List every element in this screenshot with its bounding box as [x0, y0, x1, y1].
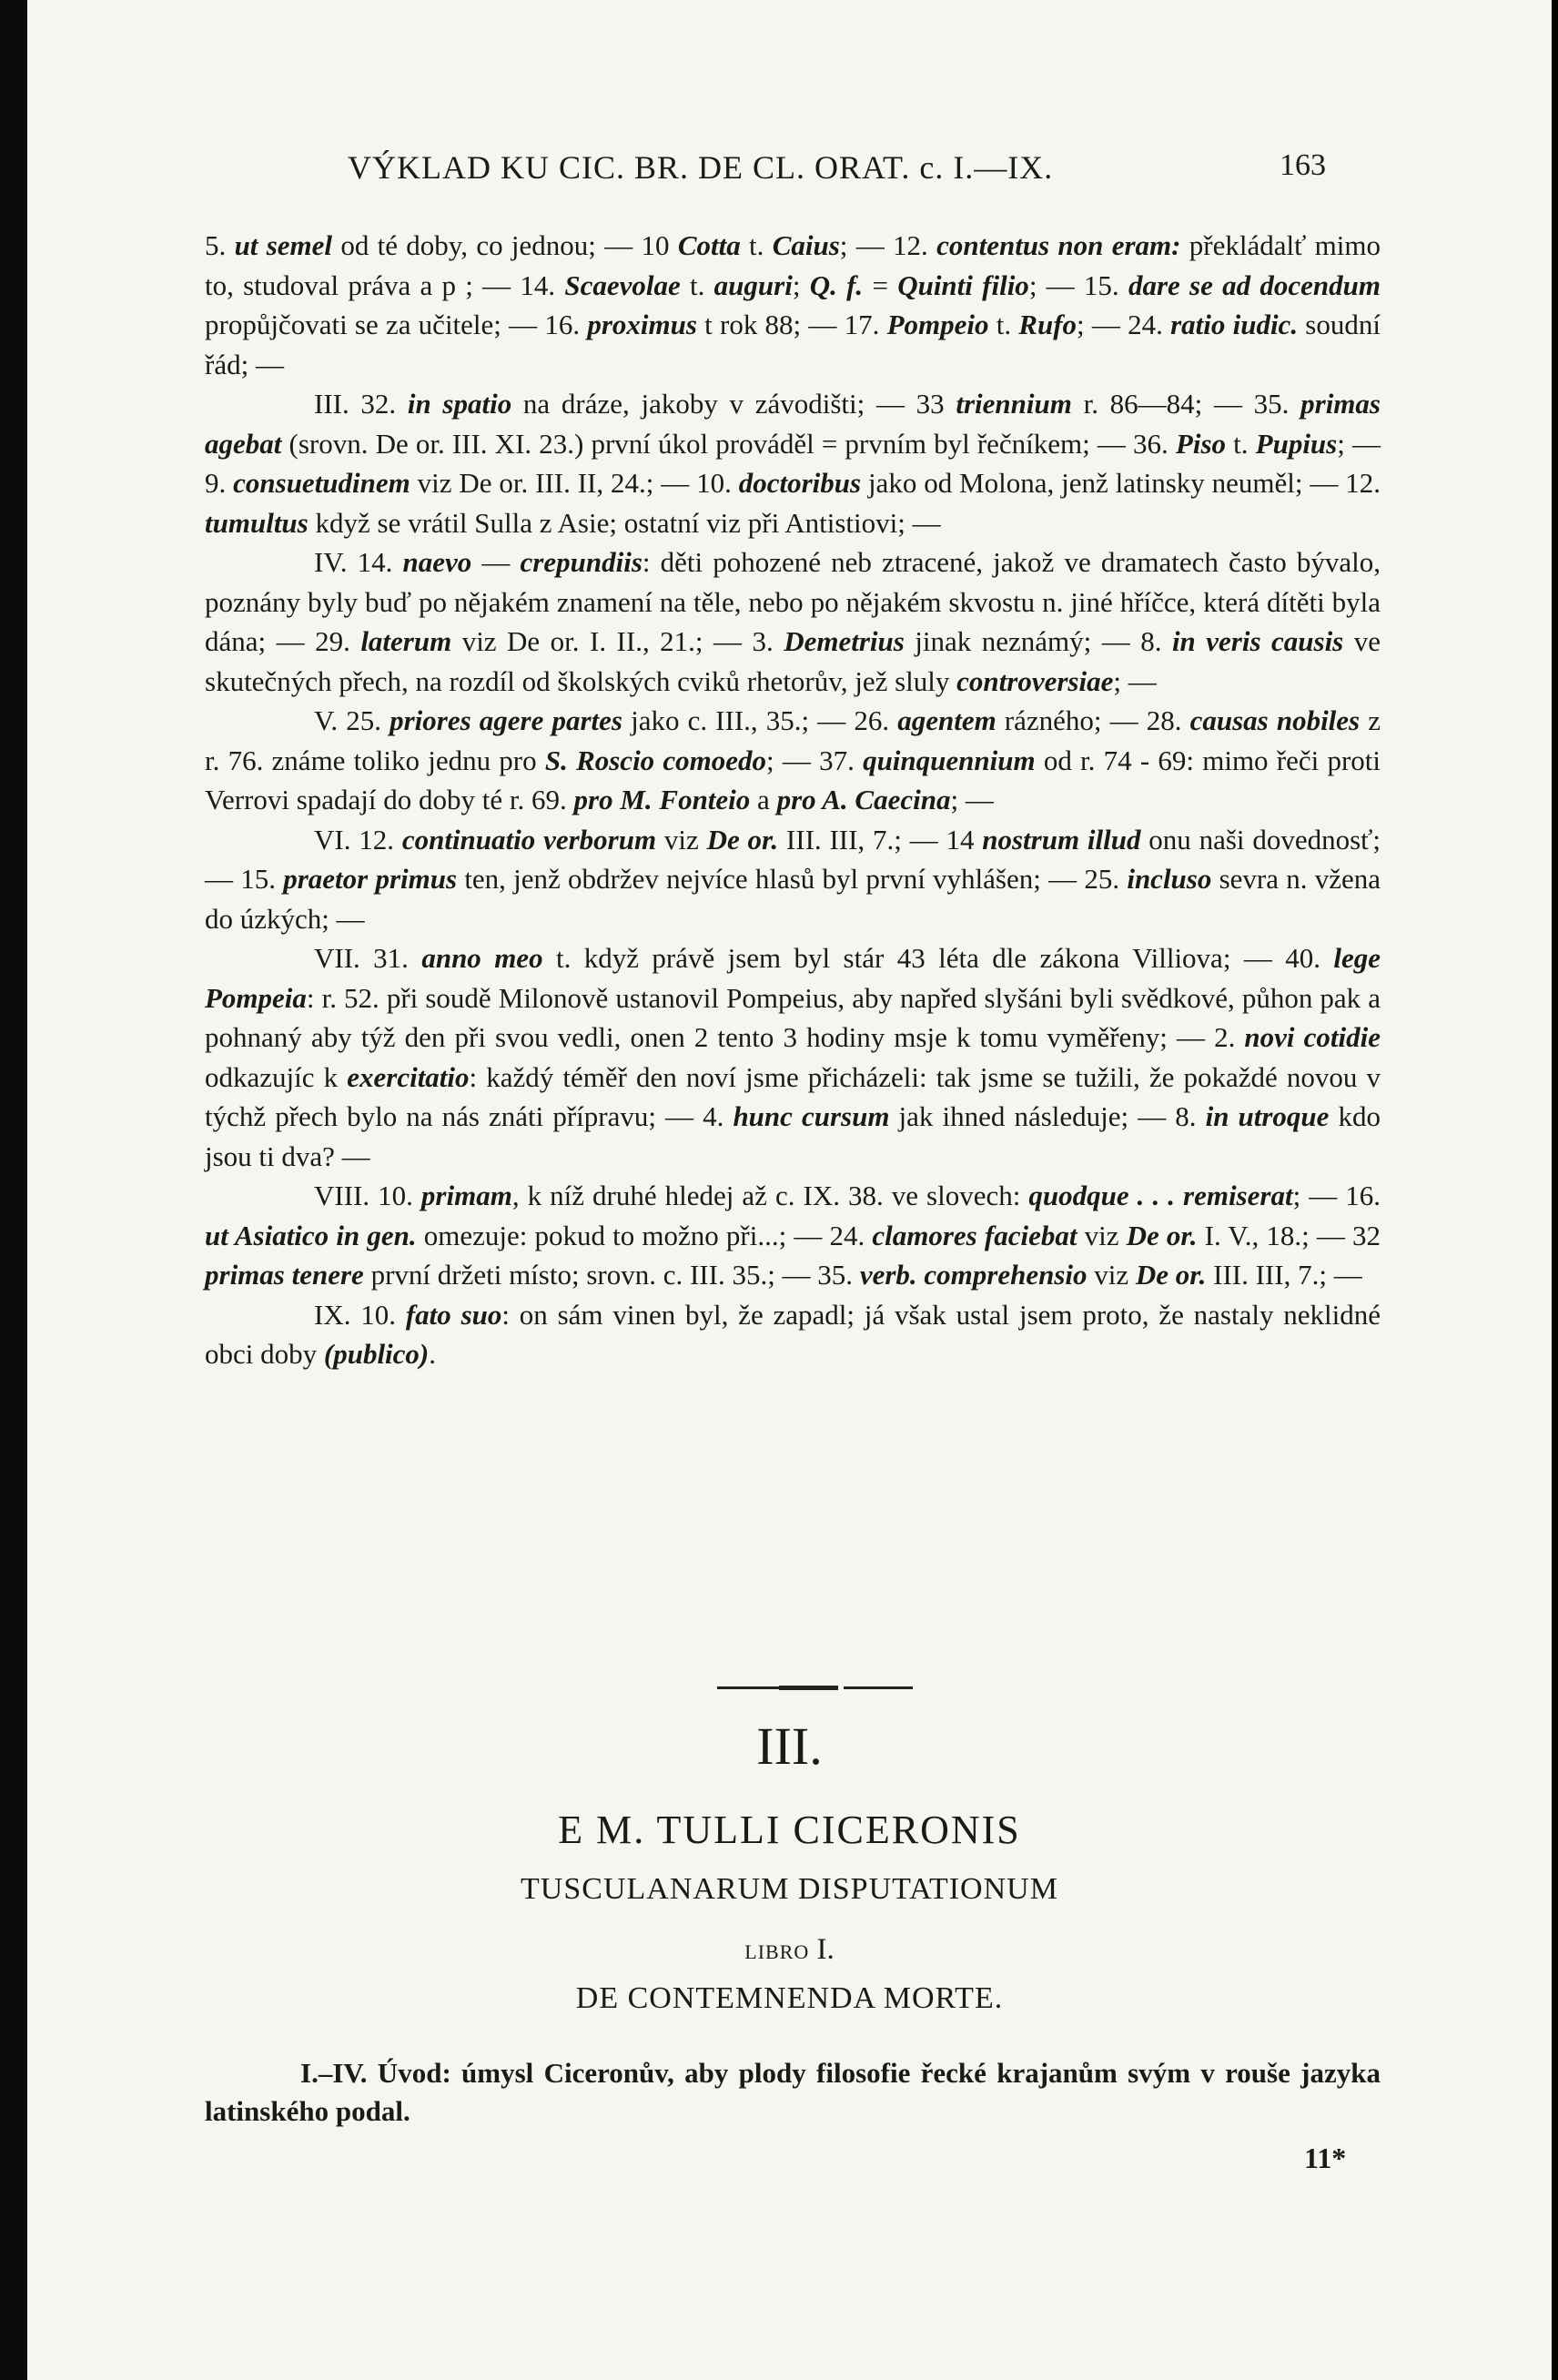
note-text: , k níž druhé hledej až c. IX. 38. ve slovech:: [511, 1180, 1029, 1211]
latin-lemma: S. Roscio comoedo: [544, 744, 767, 776]
book-page: [27, 0, 1552, 2380]
note-text: ; —: [1113, 664, 1157, 697]
note-text: rázného; — 28.: [996, 704, 1190, 736]
note-text: : on sám vinen byl, že zapadl; já však ustal jsem proto, že nastaly neklidné obci doby: [205, 1298, 1381, 1370]
latin-lemma: tumultus: [205, 506, 309, 539]
latin-lemma: novi cotidie: [1244, 1021, 1381, 1053]
latin-lemma: Cotta: [677, 229, 741, 261]
note-text: ;: [792, 268, 810, 301]
note-text: t. když právě jsem byl stár 43 léta dle zákona Villiova; — 40.: [542, 942, 1334, 974]
latin-lemma: pro A. Caecina: [776, 784, 951, 815]
latin-lemma: consuetudinem: [233, 467, 410, 499]
latin-lemma: dare se ad docendum: [1128, 268, 1381, 301]
latin-lemma: naevo: [402, 546, 472, 578]
note-text: propůjčovati se za učitele; — 16.: [205, 309, 588, 340]
section-rule-left: [717, 1686, 785, 1689]
note-text: jako c. III., 35.; — 26.: [622, 704, 898, 736]
note-text: .: [429, 1338, 436, 1370]
latin-lemma: lege Pompeia: [205, 942, 1381, 1014]
latin-lemma: agentem: [897, 704, 997, 736]
latin-lemma: crepundiis: [520, 546, 642, 578]
latin-lemma: triennium: [956, 388, 1072, 420]
running-head-title: VÝKLAD KU CIC. BR. DE CL. ORAT. c. I.—IX.: [348, 149, 1054, 186]
latin-lemma: Quinti filio: [897, 268, 1029, 301]
note-text: omezuje: pokud to možno při...; — 24.: [416, 1219, 873, 1251]
note-text: t rok 88; — 17.: [696, 309, 887, 340]
latin-lemma: proximus: [587, 309, 697, 340]
latin-lemma: anno meo: [421, 942, 543, 974]
note-text: ve skutečných přech, na rozdíl od školských cviků rhetorův, jež sluly: [205, 625, 1381, 697]
work-title: TUSCULANARUM DISPUTATIONUM: [521, 1872, 1058, 1906]
latin-lemma: De or.: [706, 823, 779, 856]
latin-lemma: De or.: [1135, 1259, 1207, 1291]
latin-lemma: quinquennium: [863, 744, 1036, 776]
latin-lemma: nostrum illud: [982, 823, 1141, 856]
latin-lemma: Rufo: [1018, 309, 1077, 340]
book-number: I.: [816, 1933, 835, 1966]
note-text: IV. 14.: [314, 546, 403, 578]
note-text: : každý téměř den noví jsme přicházeli: tak jsme se tužili, že pokaždé novou v týchž přech bylo na nás znáti přípravu; — 4.: [205, 1060, 1381, 1132]
latin-lemma: primam: [420, 1180, 512, 1211]
note-text: odkazujíc k: [205, 1060, 348, 1093]
latin-lemma: primas agebat: [205, 388, 1381, 460]
note-text: III. III, 7.; — 14: [778, 823, 983, 856]
note-text: sevra n. vžena do úzkých; —: [205, 863, 1381, 935]
note-text: jak ihned následuje; — 8.: [889, 1100, 1206, 1132]
note-text: od té doby, co jednou; — 10: [332, 229, 678, 261]
note-text: VII. 31.: [314, 942, 422, 974]
latin-lemma: auguri: [713, 268, 793, 301]
note-text: ; — 24.: [1077, 309, 1171, 340]
running-head: [27, 148, 1552, 194]
section-rule-right: [844, 1686, 913, 1689]
note-text: III. 32.: [314, 388, 408, 420]
note-text: onu naši dovednosť; — 15.: [205, 823, 1381, 895]
latin-lemma: doctoribus: [738, 467, 862, 499]
note-text: IX. 10.: [314, 1298, 406, 1331]
note-text: I. V., 18.; — 32: [1197, 1219, 1381, 1251]
latin-lemma: in utroque: [1205, 1100, 1330, 1132]
intro-text: I.–IV. Úvod: úmysl Ciceronův, aby plody filosofie řecké krajanům svým v rouše jazyka latinského podal.: [205, 2057, 1381, 2127]
note-text: na dráze, jakoby v závodišti; — 33: [511, 388, 956, 420]
latin-lemma: incluso: [1127, 863, 1212, 895]
book-heading: [27, 1933, 1552, 1967]
note-paragraph: [205, 938, 1381, 1176]
note-text: t.: [988, 309, 1019, 340]
note-text: ; — 12.: [839, 229, 937, 261]
note-text: V. 25.: [314, 704, 390, 736]
latin-lemma: contentus non eram:: [936, 229, 1181, 261]
commentary-notes: [205, 226, 1381, 1374]
note-text: t.: [1226, 427, 1256, 460]
latin-lemma: ut semel: [234, 229, 333, 261]
author-heading: E M. TULLI CICERONIS: [558, 1808, 1021, 1852]
note-paragraph: [205, 701, 1381, 820]
note-text: viz De or. I. II., 21.; — 3.: [451, 625, 784, 657]
note-text: a: [750, 784, 777, 815]
note-text: =: [863, 268, 898, 301]
note-text: ; —: [950, 784, 994, 815]
latin-lemma: verb. comprehensio: [859, 1259, 1088, 1291]
latin-lemma: clamores faciebat: [872, 1219, 1077, 1251]
intro-paragraph: [205, 2054, 1381, 2131]
note-text: viz: [1087, 1259, 1136, 1291]
latin-lemma: hunc cursum: [733, 1100, 890, 1132]
note-text: kdo jsou ti dva? —: [205, 1100, 1381, 1172]
note-text: VI. 12.: [314, 823, 402, 856]
note-text: když se vrátil Sulla z Asie; ostatní viz při Antistiovi; —: [308, 506, 941, 539]
note-text: překládalť mimo to, studoval práva a p ; — 14.: [205, 229, 1381, 301]
note-text: viz: [656, 823, 707, 856]
scan-edge: [0, 0, 27, 2380]
latin-lemma: praetor primus: [283, 863, 458, 895]
latin-lemma: Scaevolae: [564, 268, 681, 301]
latin-lemma: Pompeio: [886, 309, 989, 340]
note-text: (srovn. De or. III. XI. 23.) první úkol prováděl = prvním byl řečníkem; — 36.: [281, 427, 1176, 460]
note-text: z r. 76. známe toliko jednu pro: [205, 704, 1381, 776]
note-paragraph: [205, 226, 1381, 384]
note-text: ; — 37.: [766, 744, 864, 776]
latin-lemma: Piso: [1175, 427, 1227, 460]
latin-lemma: priores agere partes: [390, 704, 622, 736]
note-text: —: [471, 546, 521, 578]
latin-lemma: Caius: [772, 229, 840, 261]
latin-lemma: (publico): [323, 1338, 430, 1370]
latin-lemma: exercitatio: [347, 1060, 470, 1093]
latin-lemma: pro M. Fonteio: [573, 784, 751, 815]
latin-lemma: in veris causis: [1171, 625, 1344, 657]
note-text: : děti pohozené neb ztracené, jakož ve dramatech často bývalo, poznány byly buď po nějakém znamení na těle, nebo po nějakém skvostu n. jiné hříčce, která dítěti byla dána; — 29.: [205, 546, 1381, 657]
note-text: jinak neznámý; — 8.: [904, 625, 1172, 657]
page-number: 163: [1280, 148, 1326, 182]
latin-lemma: Pupius: [1255, 427, 1338, 460]
note-text: : r. 52. při soudě Milonově ustanovil Pompeius, aby napřed slyšáni byli svědkové, půhon pak a pohnaný aby týž den při svou vedli, onen 2 tento 3 hodiny msje k tomu vyměřeny; — 2.: [205, 981, 1381, 1053]
latin-lemma: controversiae: [956, 664, 1114, 697]
latin-lemma: in spatio: [407, 388, 512, 420]
note-text: jako od Molona, jenž latinsky neuměl; — 12.: [861, 467, 1381, 499]
latin-lemma: fato suo: [405, 1298, 502, 1331]
note-text: viz De or. III. II, 24.; — 10.: [410, 467, 739, 499]
latin-lemma: Q. f.: [809, 268, 864, 301]
latin-lemma: quodque . . . remiserat: [1028, 1180, 1293, 1211]
note-text: od r. 74 - 69: mimo řeči proti Verrovi spadají do doby té r. 69.: [205, 744, 1381, 815]
latin-lemma: Demetrius: [784, 625, 905, 657]
note-text: první držeti místo; srovn. c. III. 35.; — 35.: [363, 1259, 860, 1291]
latin-lemma: causas nobiles: [1189, 704, 1361, 736]
latin-lemma: continuatio verborum: [401, 823, 657, 856]
book-label: LIBRO: [744, 1940, 810, 1963]
note-paragraph: [205, 384, 1381, 542]
note-text: t.: [680, 268, 714, 301]
note-text: r. 86—84; — 35.: [1071, 388, 1301, 420]
note-text: t.: [740, 229, 773, 261]
note-text: 5.: [205, 229, 235, 261]
note-text: viz: [1077, 1219, 1127, 1251]
note-paragraph: [205, 820, 1381, 939]
section-rule-center: [779, 1686, 838, 1690]
note-text: ten, jenž obdržev nejvíce hlasů byl první vyhlášen; — 25.: [457, 863, 1128, 895]
section-number: III.: [756, 1717, 823, 1776]
note-paragraph: [205, 1176, 1381, 1295]
note-text: ; — 16.: [1292, 1180, 1381, 1211]
note-text: III. III, 7.; —: [1206, 1259, 1362, 1291]
note-paragraph: [205, 542, 1381, 701]
note-text: ; — 9.: [205, 427, 1381, 499]
note-text: ; — 15.: [1028, 268, 1128, 301]
latin-lemma: ratio iudic.: [1170, 309, 1299, 340]
latin-lemma: ut Asiatico in gen.: [205, 1219, 417, 1251]
latin-lemma: laterum: [360, 625, 452, 657]
latin-lemma: De or.: [1126, 1219, 1198, 1251]
note-text: soudní řád; —: [205, 309, 1381, 380]
signature-mark: 11*: [1304, 2142, 1347, 2174]
latin-lemma: primas tenere: [205, 1259, 364, 1291]
book-subtitle: DE CONTEMNENDA MORTE.: [575, 1981, 1004, 2015]
note-text: VIII. 10.: [314, 1180, 421, 1211]
note-paragraph: [205, 1295, 1381, 1374]
